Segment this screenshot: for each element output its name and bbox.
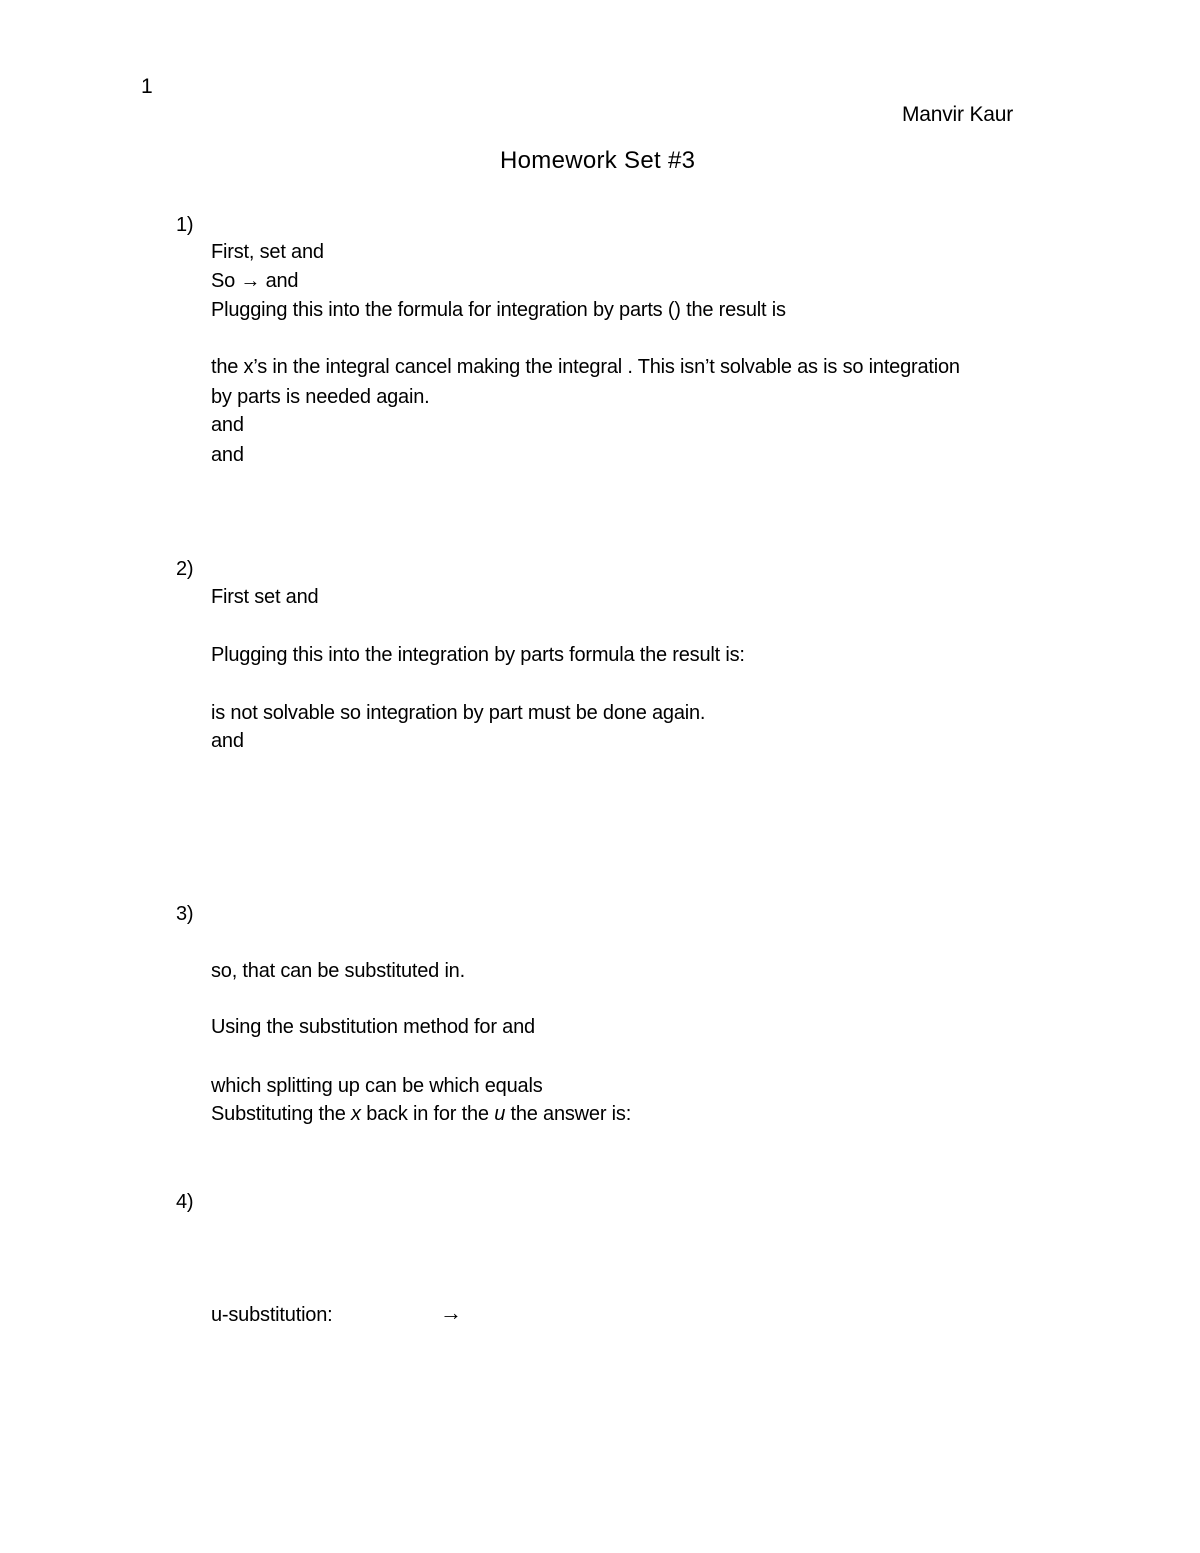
problem-3-line: so, that can be substituted in. — [211, 960, 465, 982]
author-name: Manvir Kaur — [902, 103, 1014, 126]
text-span: back in for the — [360, 1103, 495, 1125]
text-span: the answer is: — [505, 1103, 632, 1125]
page-number: 1 — [141, 75, 153, 98]
document-title: Homework Set #3 — [500, 147, 696, 174]
problem-2-line: Plugging this into the integration by parts formula the result is: — [211, 644, 745, 666]
variable-u: u — [494, 1103, 506, 1125]
problem-4-line: u-substitution: — [211, 1304, 333, 1326]
problem-1-number: 1) — [176, 214, 194, 236]
arrow-right-icon: → — [440, 1300, 462, 1325]
problem-1-line: and — [211, 414, 244, 436]
problem-1-line: by parts is needed again. — [211, 386, 430, 408]
problem-3-line: which splitting up can be which equals — [211, 1075, 543, 1097]
problem-2-number: 2) — [176, 558, 194, 580]
problem-3-line: Using the substitution method for and — [211, 1016, 535, 1038]
problem-1-line: So → and — [211, 270, 299, 292]
text-span: Substituting the — [211, 1103, 352, 1125]
problem-4-number: 4) — [176, 1191, 194, 1213]
problem-1-line: and — [211, 444, 244, 466]
problem-2-line: and — [211, 730, 244, 752]
problem-1-line: First, set and — [211, 241, 324, 263]
problem-1-line: Plugging this into the formula for integration by parts () the result is — [211, 299, 786, 321]
problem-2-line: is not solvable so integration by part must be done again. — [211, 702, 706, 724]
problem-3-line-substitution — [211, 1102, 631, 1126]
problem-1-line: the x’s in the integral cancel making the integral . This isn’t solvable as is so integration — [211, 356, 960, 378]
variable-x: x — [351, 1103, 361, 1125]
problem-2-line: First set and — [211, 586, 319, 608]
problem-3-number: 3) — [176, 903, 194, 925]
